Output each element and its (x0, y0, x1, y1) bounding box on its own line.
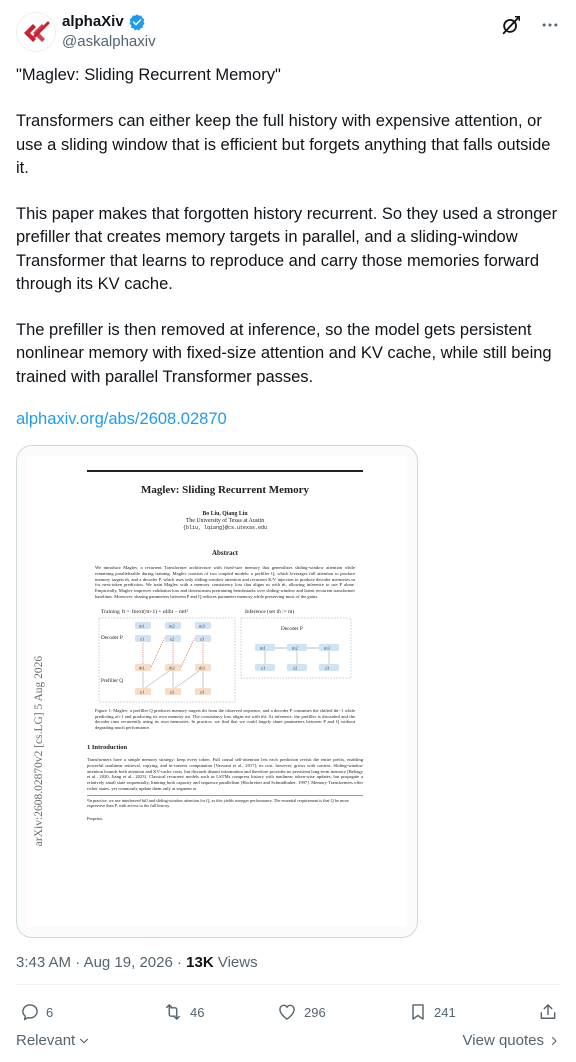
paper-page (27, 456, 407, 927)
paper-authors: Bo Liu, Qiang Liu The University of Texas at Austin {bliu, lqiang}@cs.utexas.edu (182, 511, 267, 531)
inference-memory-row (255, 644, 339, 651)
chevron-down-icon (77, 1034, 91, 1048)
paper-title: Maglev: Sliding Recurrent Memory (140, 484, 310, 496)
reply-count: 6 (46, 1004, 54, 1020)
view-quotes-link[interactable] (463, 1032, 560, 1049)
share-icon (538, 1002, 558, 1022)
training-prefiller-memory-row (135, 664, 211, 671)
training-prefiller-z-row (135, 688, 211, 695)
heart-icon (276, 1002, 298, 1022)
reply-icon (20, 1002, 40, 1022)
verified-badge-icon (128, 13, 146, 31)
more-dots-icon[interactable] (540, 15, 560, 35)
svg-text:z1: z1 (261, 665, 266, 671)
divider (16, 984, 560, 985)
tweet-time[interactable]: 3:43 AM (16, 954, 72, 971)
chevron-right-icon (548, 1034, 560, 1048)
share-button[interactable] (538, 1002, 558, 1022)
svg-text:z1: z1 (140, 636, 145, 642)
svg-text:m̃3: m̃3 (199, 665, 205, 671)
tweet-meta (16, 954, 258, 971)
svg-text:z2: z2 (170, 689, 175, 695)
alphaxiv-logo-icon (21, 17, 51, 47)
bookmark-count: 241 (434, 1004, 456, 1020)
paper-figure (95, 606, 355, 706)
replies-footer (16, 1032, 560, 1052)
svg-text:z1: z1 (140, 689, 145, 695)
reply-sort-dropdown[interactable] (16, 1032, 91, 1049)
tweet-paragraph: "Maglev: Sliding Recurrent Memory" (16, 66, 281, 84)
reply-sort-label: Relevant (16, 1032, 76, 1049)
svg-text:m̃2: m̃2 (169, 665, 175, 671)
inference-z-row (255, 664, 339, 671)
bookmark-icon (408, 1002, 428, 1022)
like-count: 296 (304, 1004, 326, 1020)
title-rule (87, 470, 363, 472)
display-name[interactable]: alphaXiv (62, 13, 124, 30)
repost-count: 46 (190, 1004, 205, 1020)
svg-text:m1: m1 (260, 645, 266, 651)
views-count: 13K (186, 954, 214, 971)
tweet-paragraph: This paper makes that forgotten history recurrent. So they used a stronger prefiller that creates memory targets in parallel, and a sliding-window Transformer that learns to reproduce and carry those memories forward through its KV cache. (16, 205, 558, 293)
svg-text:m1: m1 (139, 623, 145, 629)
svg-text:m̃1: m̃1 (139, 665, 145, 671)
section-heading: 1 Introduction (87, 743, 128, 751)
footnote: ¹In practice, we use interleaved full and sliding-window attention for Q, as this yields stronger performance. The essential requirement is that Q be more expressive than P, with access to the full history. (87, 795, 363, 808)
figure-caption: Figure 1: Maglev: a prefiller Q produces memory targets m̃t from the observed sequence, and a decoder P consumes the shifted m̃t−1 while predicting zt+1 and producing its own memory mt. The consistency loss aligns mt with m̃t. At inference, the prefiller is discarded and the decoder runs recurrently using its own memories. In practice, we find that we could largely share parameters between P and Q without degrading much performance. (95, 707, 355, 731)
repost-icon (162, 1002, 184, 1022)
reply-button[interactable] (20, 1002, 53, 1022)
view-quotes-label: View quotes (462, 1032, 544, 1049)
action-bar (16, 1002, 560, 1022)
media-image[interactable] (16, 445, 418, 938)
figure-diagram (95, 606, 355, 706)
tweet-paragraph: Transformers can either keep the full history with expensive attention, or use a sliding window that is efficient but forgets anything that falls outside it. (16, 112, 551, 177)
tweet-text (16, 64, 562, 412)
figure-training-label: Training ℓt = ℓnext(πt+1) + α‖m̃t − mt‖² (101, 608, 188, 615)
training-decoder-z-row (135, 635, 211, 642)
tweet-header (16, 10, 560, 54)
svg-text:z3: z3 (325, 665, 330, 671)
abstract-heading: Abstract (211, 549, 239, 557)
preprint-label: Preprint. (87, 816, 103, 822)
svg-text:z3: z3 (200, 636, 205, 642)
tweet-paragraph: The prefiller is then removed at inference, so the model gets persistent nonlinear memory with fixed-size attention and KV cache, while still being trained with parallel Transformer passes. (16, 321, 552, 386)
meta-separator: · (176, 954, 187, 971)
views-label: Views (217, 954, 258, 971)
training-decoder-memory-row (135, 622, 211, 629)
figure-prefiller-label: Prefiller Q (101, 677, 124, 684)
svg-text:m2: m2 (292, 645, 298, 651)
svg-text:m3: m3 (199, 623, 205, 629)
author-names (62, 12, 156, 52)
tweet-date[interactable]: Aug 19, 2026 (83, 954, 173, 971)
repost-button[interactable] (162, 1002, 204, 1022)
paper-body (87, 470, 363, 821)
abstract-text: We introduce Maglev, a recurrent Transformer architecture with fixed-size memory that generalizes sliding-window attention while remaining parallelizable during training. Maglev consists of two coupled models: a prefiller Q, which leverages full attention to produce memory targets m̃, and a decoder P, which uses only sliding-window attention and recurrent K/V injection to produce decoder memories m for next-token prediction. We train Maglev with a memory consistency loss that aligns m with m̃, allowing inference to use P alone. Empirically, Maglev improves validation loss and downstream pretraining benchmarks over sliding-window and latent recurrent transformer baselines. Moreover, sharing parameters between P and Q reduces parameter memory while preserving most of the gains. (95, 565, 355, 599)
handle[interactable]: @askalphaxiv (62, 33, 156, 50)
intro-text: Transformers have a simple memory strategy: keep every token. Full causal self-attention lets each prediction revisit the entire prefix, enabling powerful nonlinear retrieval, copying, and in-context computation [Vaswani et al., 2017]; its cost, however, grows with context. Sliding-window attention bounds both attention and KV-cache costs, but discards distant information and therefore provides no persistent long-term memory [Beltagy et al., 2020, Jiang et al., 2023]. Classical recurrent models such as LSTMs compress history with nonlinear token-wise updates, but propagate a relatively small state sequentially, limiting both capacity and sequence parallelism [Hochreiter and Schmidhuber, 1997]. Memory Transformers offer richer states, yet commonly update them only at segment or (87, 756, 363, 791)
tweet-link[interactable]: alphaxiv.org/abs/2608.02870 (16, 410, 227, 428)
arxiv-stamp: arXiv:2608.02870v2 [cs.LG] 5 Aug 2026 (33, 655, 45, 847)
svg-text:z2: z2 (170, 636, 175, 642)
bookmark-button[interactable] (408, 1002, 456, 1022)
avatar[interactable] (16, 12, 56, 52)
meta-separator: · (75, 954, 84, 971)
figure-inference-label: Inference (set m̃ := m) (245, 608, 295, 615)
grok-icon[interactable] (500, 14, 522, 36)
figure-decoder-label: Decoder P (101, 634, 123, 641)
svg-text:m2: m2 (169, 623, 175, 629)
like-button[interactable] (276, 1002, 326, 1022)
svg-text:z2: z2 (293, 665, 298, 671)
svg-text:m3: m3 (324, 645, 330, 651)
figure-decoder-p-label: Decoder P (281, 625, 303, 632)
svg-text:z3: z3 (200, 689, 205, 695)
